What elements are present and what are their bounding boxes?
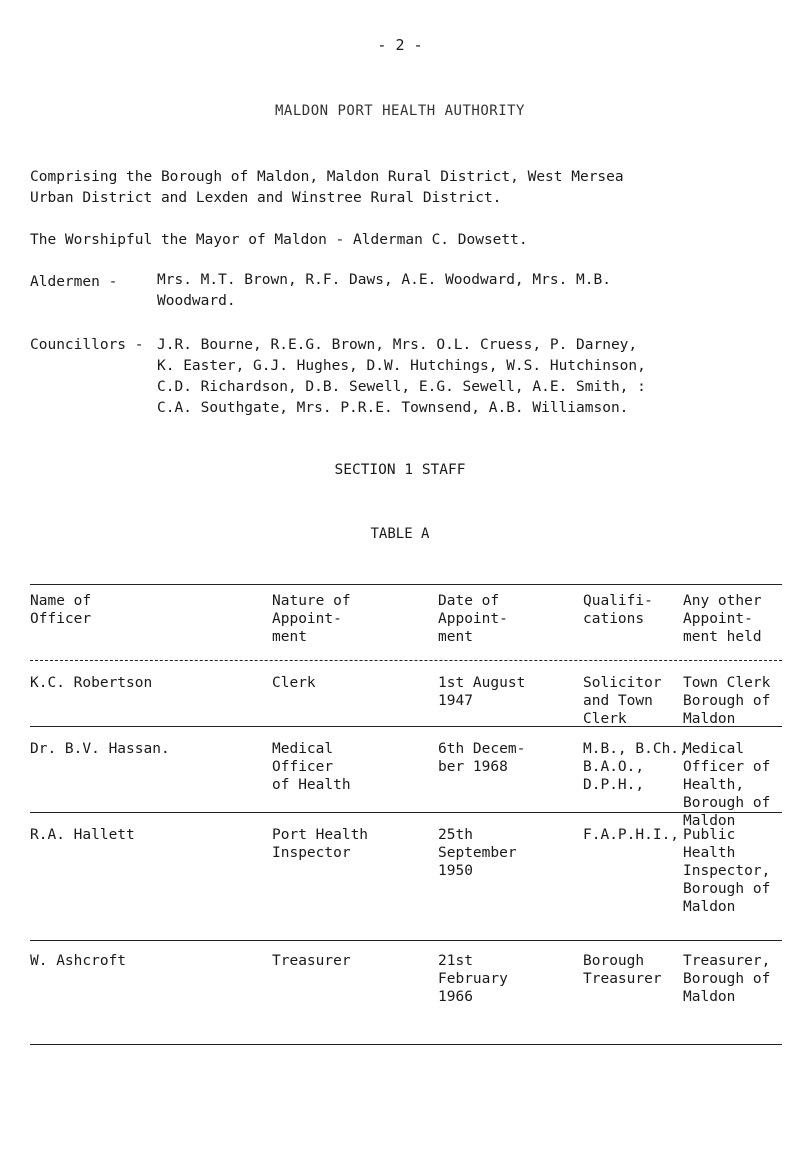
worshipful-mayor-line: The Worshipful the Mayor of Maldon - Alderman C. Dowsett. [30, 232, 528, 248]
councillors-line-3: C.D. Richardson, D.B. Sewell, E.G. Sewell, A.E. Smith, : [157, 379, 646, 395]
table-header-name: Name of Officer [30, 593, 92, 627]
table-cell: W. Ashcroft [30, 953, 127, 969]
councillors-line-2: K. Easter, G.J. Hughes, D.W. Hutchings, W.S. Hutchinson, [157, 358, 646, 374]
table-caption: TABLE A [370, 526, 430, 542]
table-cell: Borough Treasurer [583, 953, 662, 987]
authority-title: MALDON PORT HEALTH AUTHORITY [274, 103, 525, 119]
page-number: - 2 - [377, 36, 423, 54]
table-rule-row-2 [30, 812, 782, 813]
councillors-label: Councillors - [30, 337, 144, 353]
table-cell: Clerk [272, 675, 316, 691]
table-cell: Medical Officer of Health, Borough of Maldon [683, 741, 771, 829]
table-cell: K.C. Robertson [30, 675, 153, 691]
table-cell: Treasurer, Borough of Maldon [683, 953, 771, 1005]
section-heading: SECTION 1 STAFF [334, 462, 466, 478]
aldermen-line-2: Woodward. [157, 293, 236, 309]
table-cell: 1st August 1947 [438, 675, 526, 709]
table-rule-row-4 [30, 1044, 782, 1045]
table-cell: 25th September 1950 [438, 827, 517, 879]
table-cell: Port Health Inspector [272, 827, 369, 861]
table-header-other-appointment: Any other Appoint- ment held [683, 593, 762, 645]
table-cell: Treasurer [272, 953, 351, 969]
table-cell: R.A. Hallett [30, 827, 135, 843]
table-header-qualifications: Qualifi- cations [583, 593, 653, 627]
table-cell: Dr. B.V. Hassan. [30, 741, 170, 757]
councillors-line-1: J.R. Bourne, R.E.G. Brown, Mrs. O.L. Cruess, P. Darney, [157, 337, 638, 353]
table-cell: M.B., B.Ch., B.A.O., D.P.H., [583, 741, 688, 793]
table-cell: Public Health Inspector, Borough of Maldon [683, 827, 771, 915]
table-rule-top [30, 584, 782, 585]
table-rule-header [30, 660, 782, 661]
aldermen-label: Aldermen - [30, 274, 118, 290]
table-rule-row-1 [30, 726, 782, 727]
table-cell: 21st February 1966 [438, 953, 508, 1005]
table-rule-row-3 [30, 940, 782, 941]
comprising-line-2: Urban District and Lexden and Winstree Rural District. [30, 190, 502, 206]
table-cell: Solicitor and Town Clerk [583, 675, 662, 727]
comprising-line-1: Comprising the Borough of Maldon, Maldon Rural District, West Mersea [30, 169, 624, 185]
aldermen-line-1: Mrs. M.T. Brown, R.F. Daws, A.E. Woodward, Mrs. M.B. [157, 272, 611, 288]
table-cell: F.A.P.H.I., [583, 827, 680, 843]
table-header-date: Date of Appoint- ment [438, 593, 508, 645]
table-cell: 6th Decem- ber 1968 [438, 741, 526, 775]
table-cell: Town Clerk Borough of Maldon [683, 675, 771, 727]
table-cell: Medical Officer of Health [272, 741, 351, 793]
councillors-line-4: C.A. Southgate, Mrs. P.R.E. Townsend, A.B. Williamson. [157, 400, 629, 416]
table-header-nature: Nature of Appoint- ment [272, 593, 351, 645]
